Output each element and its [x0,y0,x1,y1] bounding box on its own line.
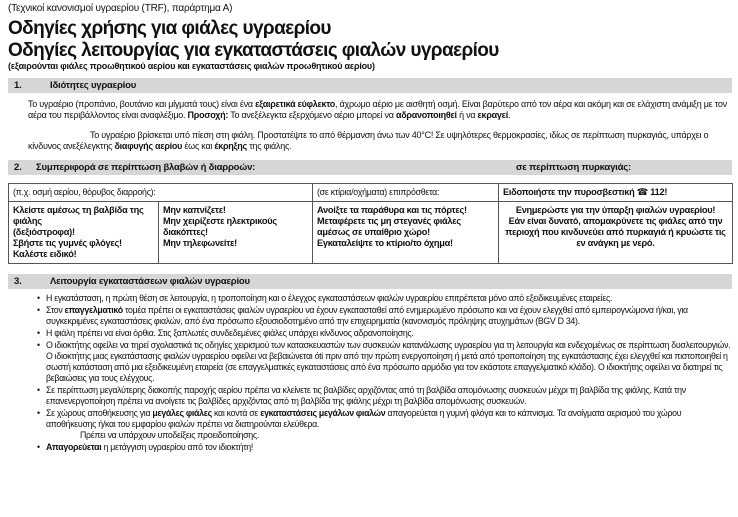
title-operation: Οδηγίες λειτουργίας για εγκαταστάσεις φιαλών υγραερίου [8,40,499,61]
section-1-title: Ιδιότητες υγραερίου [50,80,137,91]
section-2-title: Συμπεριφορά σε περίπτωση βλαβών ή διαρροών: [36,162,256,173]
section-1-paragraph-1: Το υγραέριο (προπάνιο, βουτάνιο και μίγματά τους) είναι ένα εξαιρετικά εύφλεκτο, άχρωμο αέριο με αισθητή οσμή. Είναι βαρύτερο από τον αέρα και ακόμη και σε ελάχιστη ανάμιξη με τον αέρα του περιβάλλοντος είναι αναφλέξιμο. Προσοχή: Το ανεξέλεγκτα εξερχόμενο αέριο μπορεί να αδρανοποιηθεί ή να εκραγεί. [28,99,727,120]
table-row [9,202,733,264]
section-1-header [8,78,732,93]
section-2-header [8,160,732,175]
section-1-number: 1. [14,80,22,91]
fire-notify: Ειδοποιήστε την πυροσβεστική ☎ 112! [499,184,733,202]
actions-col-4: Ενημερώστε για την ύπαρξη φιαλών υγραερίου! Εάν είναι δυνατό, απομακρύνετε τις φιάλες από την περιοχή που κινδυνεύει από πυρκαγιά ή κρυώστε τις εν ανάγκη με νερό. [499,202,733,264]
table-row [9,184,733,202]
list-item: • Ο ιδιοκτήτης οφείλει να τηρεί σχολαστικά τις οδηγίες χειρισμού των κατασκευαστών των συσκευών κατανάλωσης υγραερίου για τη λειτουργία και ενδεχομένως σε περίπτωση δυσλειτουργιών. Ο ιδιοκτήτης μιας εγκατάστασης φιαλών υγραερίου οφείλει να βεβαιώνεται όti πριν από την πρώτη ενεργοποίηση ή μετά από τροποποίηση της εγκατάστασης έχει ελεγχθεί και πιστοποιηθεί η σωστή κατάσταση από μια εξειδικευμένη εταιρεία (σε επαγγελματικές εγκαταστάσεις από ένα πρόσωπο αρμόδιο για τον εκάστοτε επαγγελματικό κλάδο). Ο ιδιοκτήτης οφείλει να διατηρεί τις βεβαιώσεις για τους ελέγχους. [8,340,732,384]
condition-leak: (π.χ. οσμή αερίου, θόρυβος διαρροής): [9,184,313,202]
actions-col-2: Μην καπνίζετε! Μην χειρίζεστε ηλεκτρικούς διακόπτες! Μην τηλεφωνείτε! [159,202,313,264]
section-3-list [8,293,732,453]
section-3-header [8,274,732,289]
list-item: • Στον επαγγελματικό τομέα πρέπει οι εγκαταστάσεις φιαλών υγραερίου να έχουν εγκατασταθεί από ενημερωμένο πρόσωπο και να έχουν ελεγχθεί από εμπειρογνώμονα ή/και, για συγκεκριμένες εγκαταστάσεις φιαλών, από ένα πρόσωπο εξουσιοδοτημένο από την επιχειρηματία (κανονισμός πρόληψης ατυχημάτων (BGV D 34). [8,305,732,327]
section-2-fire-title: σε περίπτωση πυρκαγιάς: [516,162,631,173]
section-3-title: Λειτουργία εγκαταστάσεων φιαλών υγραερίου [50,276,250,287]
condition-building: (σε κτίρια/οχήματα) επιπρόσθετα: [313,184,499,202]
subtitle: (εξαιρούνται φιάλες προωθητικού αερίου και εγκαταστάσεις φιαλών προωθητικού αερίου) [8,61,375,71]
actions-col-1: Κλείστε αμέσως τη βαλβίδα της φιάλης (δεξιόστροφα)! Σβήστε τις γυμνές φλόγες! Καλέστε ειδικό! [9,202,159,264]
phone-icon: ☎ 112! [636,187,668,197]
section-2-number: 2. [14,162,22,173]
section-3-number: 3. [14,276,22,287]
section-1-paragraph-2: Το υγραέριο βρίσκεται υπό πίεση στη φιάλη. Προστατέψτε το από θέρμανση άνω των 40°C! Σε υψηλότερες θερμοκρασίες, ιδίως σε περίπτωση πυρκαγιάς, υπάρχει ο κίνδυνος ανεξέλεγκτης διαφυγής αερίου έως και έκρηξης της φιάλης. [28,130,709,151]
actions-col-3: Ανοίξτε τα παράθυρα και τις πόρτες! Μεταφέρετε τις μη στεγανές φιάλες αμέσως σε υπαίθριο χώρο! Εγκαταλείψτε το κτίριο/το όχημα! [313,202,499,264]
list-item: • Απαγορεύεται η μετάγγιση υγραερίου από τον ιδιοκτήτη! [8,442,732,453]
list-item: • Σε περίπτωση μεγαλύτερης διακοπής παροχής αερίου πρέπει να κλείνετε τις βαλβίδες αρχιζόντας από τη βαλβίδα απομόνωσης συσκευών μέχρι τη βαλβίδα της φιάλης. Κατά την επανενεργοποίηση πρέπει να ανοίγετε τις βαλβίδες αρχιζόντας από τη βαλβίδα της φιάλης μέχρι τη βαλβίδα απομόνωσης συσκευών. [8,385,732,407]
list-item: • Σε χώρους αποθήκευσης για μεγάλες φιάλες και κοντά σε εγκαταστάσεις μεγάλων φιαλών απαγορεύεται η γυμνή φλόγα και το κάπνισμα. Τα ανοίγματα αερισμού του χώρου αποθήκευσης ή/και του εμφαρίου φιαλών πρέπει να διατηρούνται ελεύθερα. Πρέπει να υπάρχουν υποδείξεις προειδοποίησης. [8,408,732,441]
regulation-reference: (Τεχνικοί κανονισμοί υγραερίου (TRF), παράρτημα Α) [8,3,233,14]
list-item: • Η εγκατάσταση, η πρώτη θέση σε λειτουργία, η τροποποίηση και ο έλεγχος εγκαταστάσεων φιαλών υγραερίου επιτρέπεται μόνο από εξειδικευμένες εταιρείες. [8,293,732,304]
title-usage: Οδηγίες χρήσης για φιάλες υγραερίου [8,18,331,39]
emergency-table [8,183,733,264]
list-item: • Η φιάλη πρέπει να είναι όρθια. Στις ξαπλωτές συνδεδεμένες φιάλες υπάρχει κίνδυνος αδρανοποίησης. [8,328,732,339]
page [8,0,732,454]
